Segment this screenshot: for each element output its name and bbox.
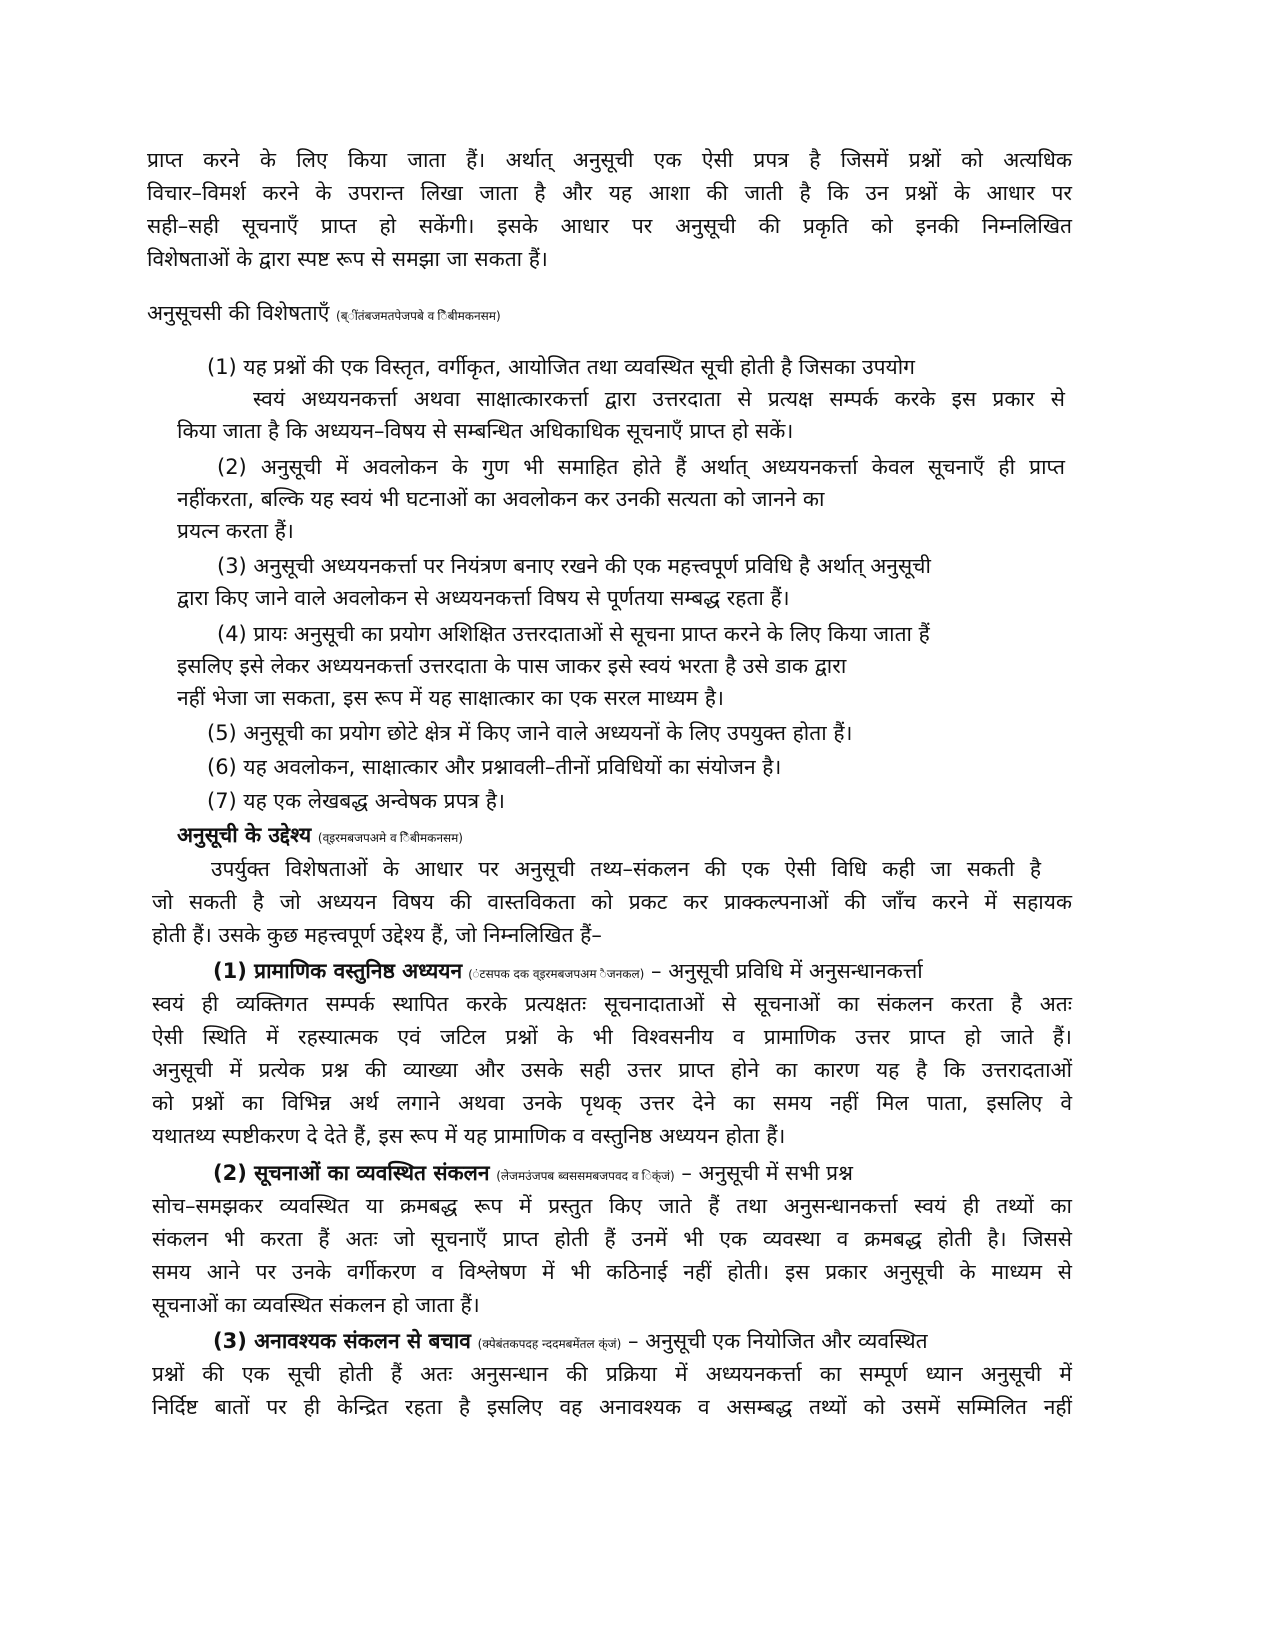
objective-2-note: (लेजमउंजपब ब्वससमबजपवद व िक्ंजं) — [496, 1169, 675, 1183]
intro-line-3: सही–सही सूचनाएँ प्राप्त हो सकेंगी। इसके आधार पर अनुसूची की प्रकृति को इनकी निम्नलिखित — [147, 214, 1072, 238]
objective-1-line-4: को प्रश्नों का विभिन्न अर्थ लगाने अथवा उनके पृथक् उत्तर देने का समय नहीं मिल पाता, इसलिए वे — [152, 1091, 1072, 1115]
objective-2-line-3: समय आने पर उनके वर्गीकरण व विश्लेषण में भी कठिनाई नहीं होती। इस प्रकार अनुसूची के माध्यम से — [152, 1260, 1072, 1284]
objective-2-first-text: – अनुसूची में सभी प्रश्न — [681, 1161, 853, 1185]
characteristics-heading-text: अनुसूचसी की विशेषताएँ — [147, 301, 330, 325]
characteristic-4-line-2: इसलिए इसे लेकर अध्ययनकर्त्ता उत्तरदाता के पास जाकर इसे स्वयं भरता है उसे डाक द्वारा — [177, 654, 847, 678]
objectives-heading-note: (व्इरमबजपअमे व िैबीमकनसम) — [317, 831, 463, 845]
objective-1-line-1: स्वयं ही व्यक्तिगत सम्पर्क स्थापित करके प्रत्यक्षतः सूचनादाताओं से सूचनाओं का संकलन करता है अतः — [152, 992, 1072, 1016]
characteristic-3-line-1: (3) अनुसूची अध्ययनकर्त्ता पर नियंत्रण बनाए रखने की एक महत्त्वपूर्ण प्रविधि है अर्थात् अनुसूची — [217, 554, 931, 578]
objective-2-line-4: सूचनाओं का व्यवस्थित संकलन हो जाता हैं। — [152, 1293, 480, 1317]
characteristic-4-line-1: (4) प्रायः अनुसूची का प्रयोग अशिक्षित उत्तरदाताओं से सूचना प्राप्त करने के लिए किया जाता हैं — [217, 622, 930, 646]
objective-1-line-2: ऐसी स्थिति में रहस्यात्मक एवं जटिल प्रश्नों के भी विश्वसनीय व प्रामाणिक उत्तर प्राप्त हो जाते हैं। — [152, 1025, 1072, 1049]
objective-3-line-2: निर्दिष्ट बातों पर ही केन्द्रित रहता है इसलिए वह अनावश्यक व असम्बद्ध तथ्यों को उसमें सम्मिलित नहीं — [152, 1395, 1072, 1419]
characteristic-1-line-1: (1) यह प्रश्नों की एक विस्तृत, वर्गीकृत, आयोजित तथा व्यवस्थित सूची होती है जिसका उपयोग — [207, 355, 915, 379]
objectives-heading-text: अनुसूची के उद्देश्य — [177, 823, 312, 847]
objectives-intro-line-2: जो सकती है जो अध्ययन विषय की वास्तविकता को प्रकट कर प्राक्कल्पनाओं की जाँच करने में सहायक — [152, 890, 1072, 914]
objective-1-line-5: यथातथ्य स्पष्टीकरण दे देते हैं, इस रूप में यह प्रामाणिक व वस्तुनिष्ठ अध्ययन होता हैं। — [152, 1124, 786, 1148]
objective-3-title: (3) अनावश्यक संकलन से बचाव — [213, 1329, 471, 1353]
characteristic-4-line-3: नहीं भेजा जा सकता, इस रूप में यह साक्षात्कार का एक सरल माध्यम है। — [177, 686, 724, 710]
objectives-heading — [177, 820, 463, 853]
objectives-intro-line-3: होती हैं। उसके कुछ महत्त्वपूर्ण उद्देश्य हैं, जो निम्नलिखित हैं– — [152, 923, 602, 947]
objectives-intro-line-1: उपर्युक्त विशेषताओं के आधार पर अनुसूची तथ्य–संकलन की एक ऐसी विधि कही जा सकती है — [211, 857, 1041, 881]
characteristics-heading-note: (ब्ींतंबजमतपेजपबे व िैबीमकनसम) — [336, 309, 501, 323]
objective-1-title: (1) प्रामाणिक वस्तुनिष्ठ अध्ययन — [213, 959, 463, 983]
intro-line-4: विशेषताओं के द्वारा स्पष्ट रूप से समझा जा सकता हैं। — [147, 247, 548, 271]
objective-1-line-3: अनुसूची में प्रत्येक प्रश्न की व्याख्या और उसके सही उत्तर प्राप्त होने का कारण यह है कि उत्तरादताओं — [152, 1058, 1072, 1082]
characteristic-5: (5) अनुसूची का प्रयोग छोटे क्षेत्र में किए जाने वाले अध्ययनों के लिए उपयुक्त होता हैं। — [207, 721, 853, 745]
objective-3-note: (क्पेबंतकपदह न्ददमबमेंतल क्ंजं) — [477, 1337, 622, 1351]
objective-1-first-line — [213, 956, 1073, 989]
objective-1-note: (ंटसपक दक व्इरमबजपअम ैजनकल) — [468, 967, 645, 981]
characteristic-6: (6) यह अवलोकन, साक्षात्कार और प्रश्नावली–तीनों प्रविधियों का संयोजन है। — [207, 755, 782, 779]
objective-1-first-text: – अनुसूची प्रविधि में अनुसन्धानकर्त्ता — [651, 959, 923, 983]
characteristic-1-line-2: स्वयं अध्ययनकर्त्ता अथवा साक्षात्कारकर्त्ता द्वारा उत्तरदाता से प्रत्यक्ष सम्पर्क करके इस प्रकार से — [253, 387, 1065, 411]
characteristic-2-line-3: प्रयत्न करता हैं। — [177, 519, 294, 543]
objective-3-first-text: – अनुसूची एक नियोजित और व्यवस्थित — [627, 1329, 928, 1353]
objective-2-first-line — [213, 1158, 1073, 1191]
characteristic-3-line-2: द्वारा किए जाने वाले अवलोकन से अध्ययनकर्त्ता विषय से पूर्णतया सम्बद्ध रहता हैं। — [177, 586, 790, 610]
objective-3-line-1: प्रश्नों की एक सूची होती हैं अतः अनुसन्धान की प्रक्रिया में अध्ययनकर्त्ता का सम्पूर्ण ध्यान अनुसूची में — [152, 1362, 1072, 1386]
intro-line-2: विचार–विमर्श करने के उपरान्त लिखा जाता है और यह आशा की जाती है कि उन प्रश्नों के आधार पर — [147, 181, 1072, 205]
objective-3-first-line — [213, 1326, 1073, 1359]
objective-2-line-2: संकलन भी करता हैं अतः जो सूचनाएँ प्राप्त होती हैं उनमें भी एक व्यवस्था व क्रमबद्ध होती है। जिससे — [152, 1227, 1072, 1251]
characteristic-1-line-3: किया जाता है कि अध्ययन–विषय से सम्बन्धित अधिकाधिक सूचनाएँ प्राप्त हो सकें। — [177, 419, 794, 443]
intro-line-1: प्राप्त करने के लिए किया जाता हैं। अर्थात् अनुसूची एक ऐसी प्रपत्र है जिसमें प्रश्नों को अत्यधिक — [147, 148, 1072, 172]
objective-2-line-1: सोच–समझकर व्यवस्थित या क्रमबद्ध रूप में प्रस्तुत किए जाते हैं तथा अनुसन्धानकर्त्ता स्वयं ही तथ्यों का — [152, 1194, 1072, 1218]
objective-2-title: (2) सूचनाओं का व्यवस्थित संकलन — [213, 1161, 490, 1185]
characteristic-7: (7) यह एक लेखबद्ध अन्वेषक प्रपत्र है। — [207, 789, 505, 813]
characteristics-heading — [147, 298, 501, 331]
characteristic-2-line-1: (2) अनुसूची में अवलोकन के गुण भी समाहित होते हैं अर्थात् अध्ययनकर्त्ता केवल सूचनाएँ ही प्राप्त — [217, 455, 1065, 479]
characteristic-2-line-2: नहींकरता, बल्कि यह स्वयं भी घटनाओं का अवलोकन कर उनकी सत्यता को जानने का — [177, 487, 825, 511]
